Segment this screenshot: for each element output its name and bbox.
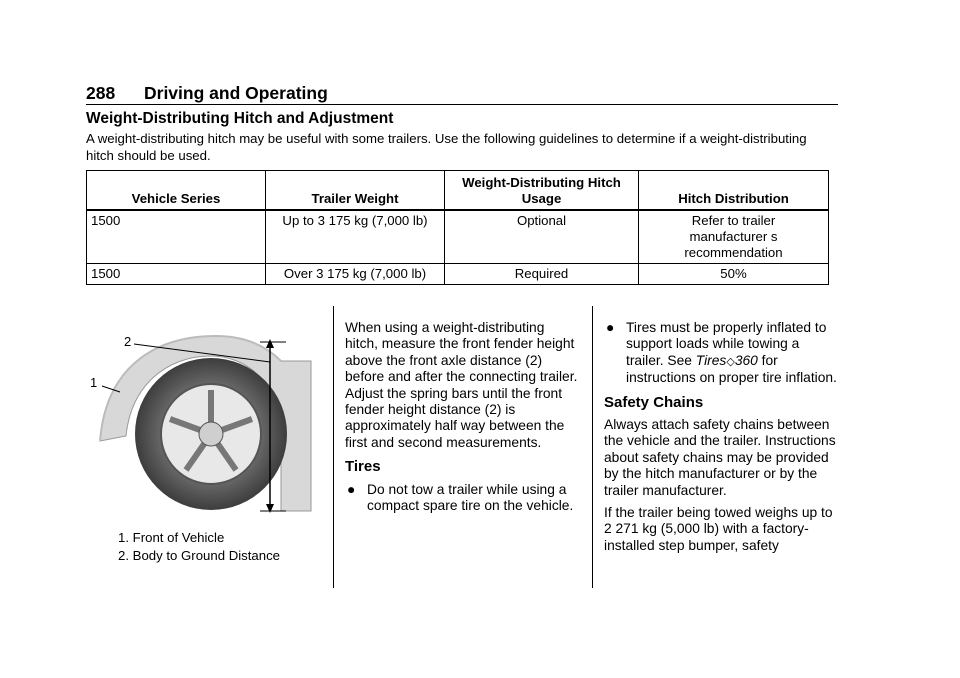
bullet-text-pre: Tires must be properly inflated to support loads while towing a trailer. See (626, 320, 827, 368)
bullet-text: Do not tow a trailer while using a compact spare tire on the vehicle. (367, 481, 574, 514)
figure-caption-2: 2. Body to Ground Distance (118, 548, 281, 563)
bullet-icon: ● (606, 320, 615, 335)
xref-page-link[interactable]: 360 (734, 352, 758, 368)
chapter-title: Driving and Operating (144, 83, 328, 103)
arrow-down-icon (266, 504, 274, 513)
table-cell: Up to 3 175 kg (7,000 lb) (266, 210, 445, 264)
table-row (87, 210, 829, 264)
callout-2: 2 (124, 334, 132, 349)
header-rule (86, 104, 838, 105)
column-divider (333, 306, 334, 588)
list-item (604, 320, 840, 387)
page-header (86, 83, 328, 104)
page-number: 288 (86, 83, 116, 103)
table-cell: Refer to trailer manufacturer s recommendation (639, 210, 829, 264)
wheel-illustration (86, 306, 326, 521)
safety-chains-paragraph-2: If the trailer being towed weighs up to 2 271 kg (5,000 lb) with a factory-installed step bumper, safety (604, 505, 833, 553)
callout-1: 1 (90, 375, 98, 390)
section-title: Weight-Distributing Hitch and Adjustment (86, 110, 394, 127)
table-cell: 1500 (87, 210, 266, 264)
bullet-icon: ● (347, 481, 356, 497)
hitch-measure-paragraph: When using a weight-distributing hitch, measure the front fender height above the front axle distance (2) before and after the connecting trailer. Adjust the spring bars until the front fender height distance (2) is approximately half way between the first and second measurements. (345, 320, 578, 450)
bullet-text-post: for instructions on proper tire inflation. (626, 352, 837, 386)
header-hitch-usage: Weight-Distributing Hitch Usage (445, 171, 639, 211)
column-middle (345, 320, 581, 520)
header-hitch-distribution: Hitch Distribution (639, 171, 829, 211)
xref-arrow-icon: ◇ (726, 355, 735, 368)
table-cell: Optional (445, 210, 639, 264)
column-right (604, 320, 840, 560)
table-cell: 1500 (87, 264, 266, 285)
safety-chains-heading: Safety Chains (604, 393, 704, 411)
section-intro: A weight-distributing hitch may be useful with some trailers. Use the following guidelines to determine if a weight-distributing hitch should be used. (86, 131, 807, 163)
tires-xref-link[interactable]: Tires (695, 352, 727, 368)
header-vehicle-series: Vehicle Series (87, 171, 266, 211)
figure-caption-1: 1. Front of Vehicle (118, 530, 225, 545)
header-trailer-weight: Trailer Weight (266, 171, 445, 211)
table-cell: 50% (639, 264, 829, 285)
arrow-up-icon (266, 339, 274, 348)
table-cell: Required (445, 264, 639, 285)
list-item (345, 482, 581, 515)
column-divider (592, 306, 593, 588)
table-header-row (87, 171, 829, 211)
table-row (87, 264, 829, 285)
safety-chains-paragraph-1: Always attach safety chains between the vehicle and the trailer. Instructions about safety chains may be provided by the hitch manufacturer or by the trailer manufacturer. (604, 417, 836, 498)
table-cell: Over 3 175 kg (7,000 lb) (266, 264, 445, 285)
hitch-usage-table (86, 170, 829, 285)
tires-heading: Tires (345, 458, 381, 476)
wheel-hub (199, 422, 223, 446)
